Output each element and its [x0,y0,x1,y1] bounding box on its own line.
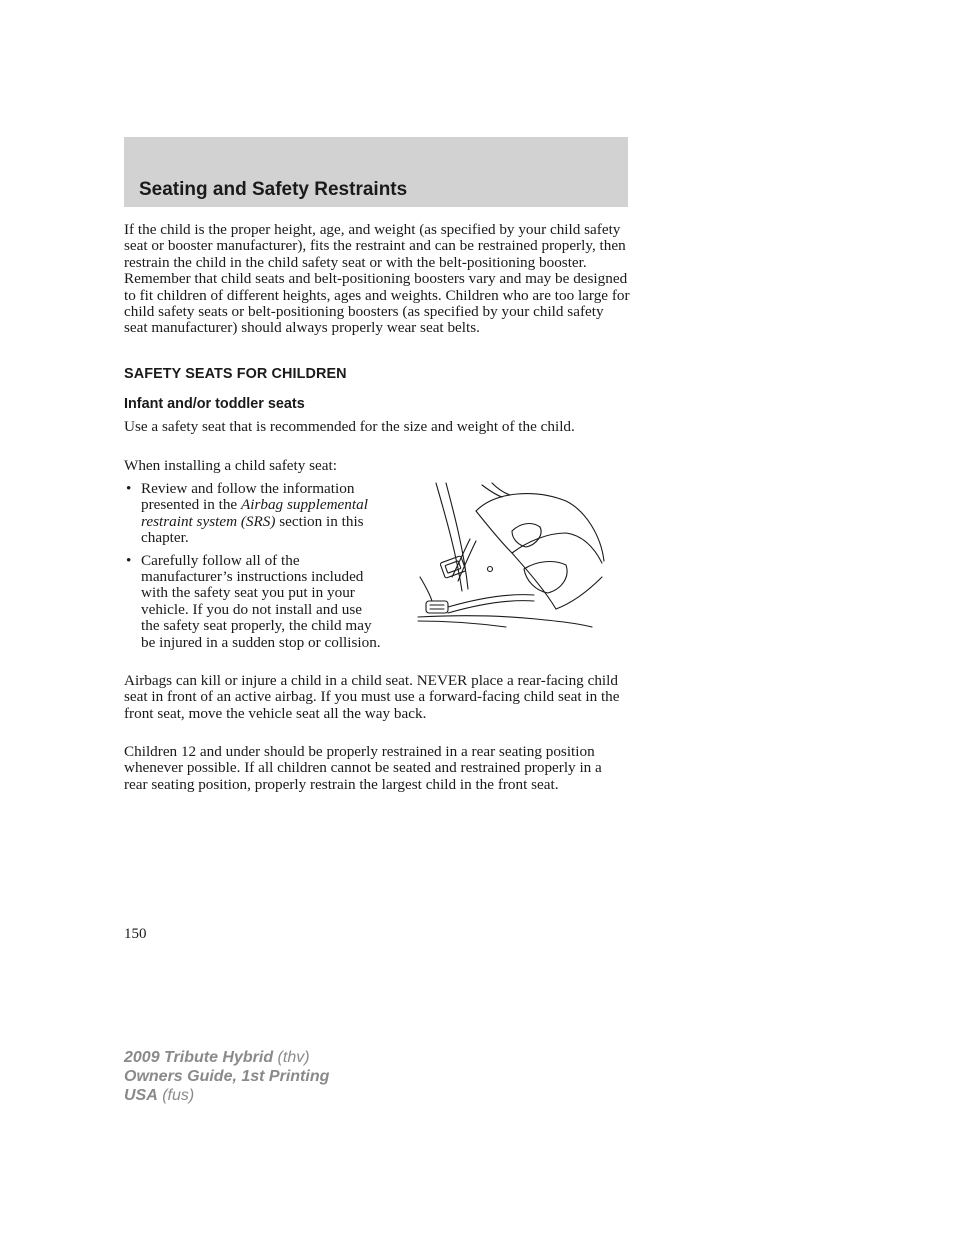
footer-line-1: 2009 Tribute Hybrid (thv) [124,1049,310,1066]
page-number: 150 [124,926,147,942]
list-item [124,553,384,651]
bullet-1-reference: Airbag supplemental restraint system (SRS) [141,496,368,530]
airbag-warning-paragraph: Airbags can kill or injure a child in a child seat. NEVER place a rear-facing child seat in front of an active airbag. If you must use a forward-facing child seat in the front seat, move the vehicle seat all the way back. [124,672,620,722]
when-installing-paragraph: When installing a child safety seat: [124,457,337,474]
installation-bullet-list [124,481,384,657]
page-title: Seating and Safety Restraints [139,179,408,200]
footer-line-2: Owners Guide, 1st Printing [124,1068,330,1085]
document-footer [124,1048,329,1105]
bullet-icon: • [126,480,132,497]
children-rear-seat-paragraph: Children 12 and under should be properly restrained in a rear seating position whenever possible. If all children cannot be seated and restrained properly in a rear seating position, properly restrain the largest child in the front seat. [124,743,602,793]
use-paragraph: Use a safety seat that is recommended for the size and weight of the child. [124,418,575,435]
bullet-icon: • [126,551,132,569]
bullet-1-text-pre: Review and follow the information presented in the [141,480,355,514]
child-seat-belt-illustration [416,481,606,631]
footer-line-3: USA (fus) [124,1087,195,1104]
intro-paragraph: If the child is the proper height, age, and weight (as specified by your child safety seat or booster manufacturer), fits the restraint and can be restrained properly, then restrain the child in the child safety seat or with the belt-positioning booster. Remember that child seats and belt-positioning boosters vary and may be designed to fit children of different heights, ages and weights. Children who are too large for child safety seats or belt-positioning boosters (as specified by your child safety seat manufacturer) should always properly wear seat belts. [124,221,630,337]
section-heading: SAFETY SEATS FOR CHILDREN [124,366,347,382]
bullet-2-text: Carefully follow all of the manufacturer’s instructions included with the safety seat you put in your vehicle. If you do not install and use the safety seat properly, the child may be injured in a sudden stop or collision. [141,551,381,651]
sub-heading: Infant and/or toddler seats [124,396,305,412]
bullet-1-text-post: section in this chapter. [141,512,364,547]
section-header-band [124,137,628,207]
list-item [124,481,384,547]
